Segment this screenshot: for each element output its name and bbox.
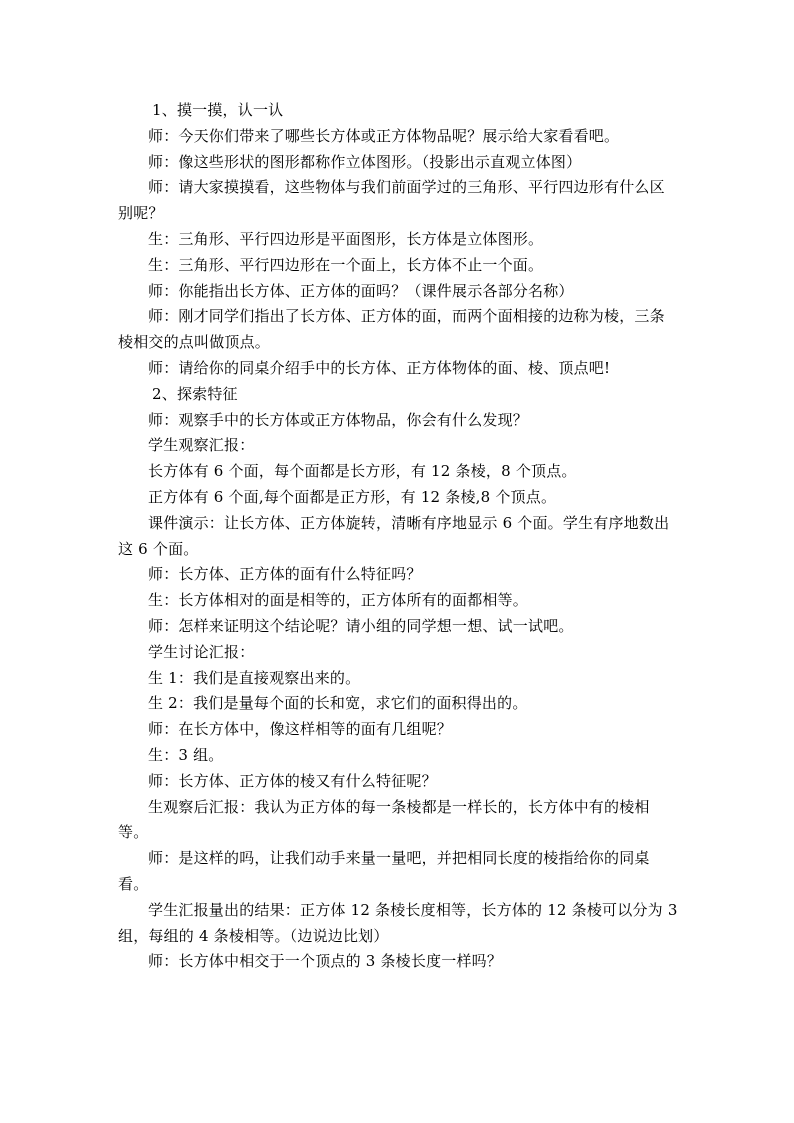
paragraph: 长方体有 6 个面，每个面都是长方形，有 12 条棱，8 个顶点。: [148, 462, 577, 481]
section-heading-1: 1、摸一摸，认一认: [152, 101, 284, 119]
paragraph: 师：长方体、正方体的面有什么特征吗？: [148, 565, 422, 584]
paragraph: 师：长方体、正方体的棱又有什么特征呢？: [148, 771, 437, 790]
paragraph: 生：三角形、平行四边形在一个面上，长方体不止一个面。: [148, 255, 544, 274]
paragraph: 师：像这些形状的图形都称作立体图形。（投影出示直观立体图）: [148, 152, 582, 171]
paragraph: 学生讨论汇报：: [148, 642, 255, 661]
paragraph: 课件演示：让长方体、正方体旋转，清晰有序地显示 6 个面。学生有序地数出这 6 个面。: [118, 513, 670, 558]
paragraph: 生：长方体相对的面是相等的，正方体所有的面都相等。: [148, 591, 529, 610]
paragraph: 生：3 组。: [148, 745, 224, 764]
section-heading-2: 2、探索特征: [152, 384, 238, 403]
paragraph: 正方体有 6 个面,每个面都是正方形，有 12 条棱,8 个顶点。: [148, 487, 557, 506]
paragraph: 师：今天你们带来了哪些长方体或正方体物品呢？展示给大家看看吧。: [148, 126, 620, 145]
paragraph: 师：请给你的同桌介绍手中的长方体、正方体物体的面、棱、顶点吧!: [148, 358, 611, 377]
paragraph: 师：观察手中的长方体或正方体物品，你会有什么发现？: [148, 410, 529, 429]
paragraph: 学生汇报量出的结果：正方体 12 条棱长度相等，长方体的 12 条棱可以分为 3 组，每组的 4 条棱相等。（边说边比划）: [118, 900, 678, 945]
document-body: [118, 98, 678, 975]
paragraph: 师：长方体中相交于一个顶点的 3 条棱长度一样吗？: [148, 952, 503, 971]
paragraph: 学生观察汇报：: [148, 436, 255, 455]
paragraph: 生：三角形、平行四边形是平面图形，长方体是立体图形。: [148, 229, 544, 248]
paragraph: 师：刚才同学们指出了长方体、正方体的面，而两个面相接的边称为棱，三条棱相交的点叫做顶点。: [118, 307, 665, 352]
paragraph: 师：请大家摸摸看，这些物体与我们前面学过的三角形、平行四边形有什么区别呢？: [118, 178, 665, 223]
paragraph: 师：怎样来证明这个结论呢？请小组的同学想一想、试一试吧。: [148, 616, 574, 635]
paragraph: 师：你能指出长方体、正方体的面吗？（课件展示各部分名称）: [148, 281, 574, 300]
paragraph: 师：在长方体中，像这样相等的面有几组呢？: [148, 720, 453, 739]
paragraph: 生 2：我们是量每个面的长和宽，求它们的面积得出的。: [148, 694, 528, 713]
paragraph: 生观察后汇报：我认为正方体的每一条棱都是一样长的，长方体中有的棱相等。: [118, 797, 650, 842]
paragraph: 师：是这样的吗，让我们动手来量一量吧，并把相同长度的棱指给你的同桌看。: [118, 849, 650, 893]
paragraph: 生 1：我们是直接观察出来的。: [148, 668, 361, 687]
